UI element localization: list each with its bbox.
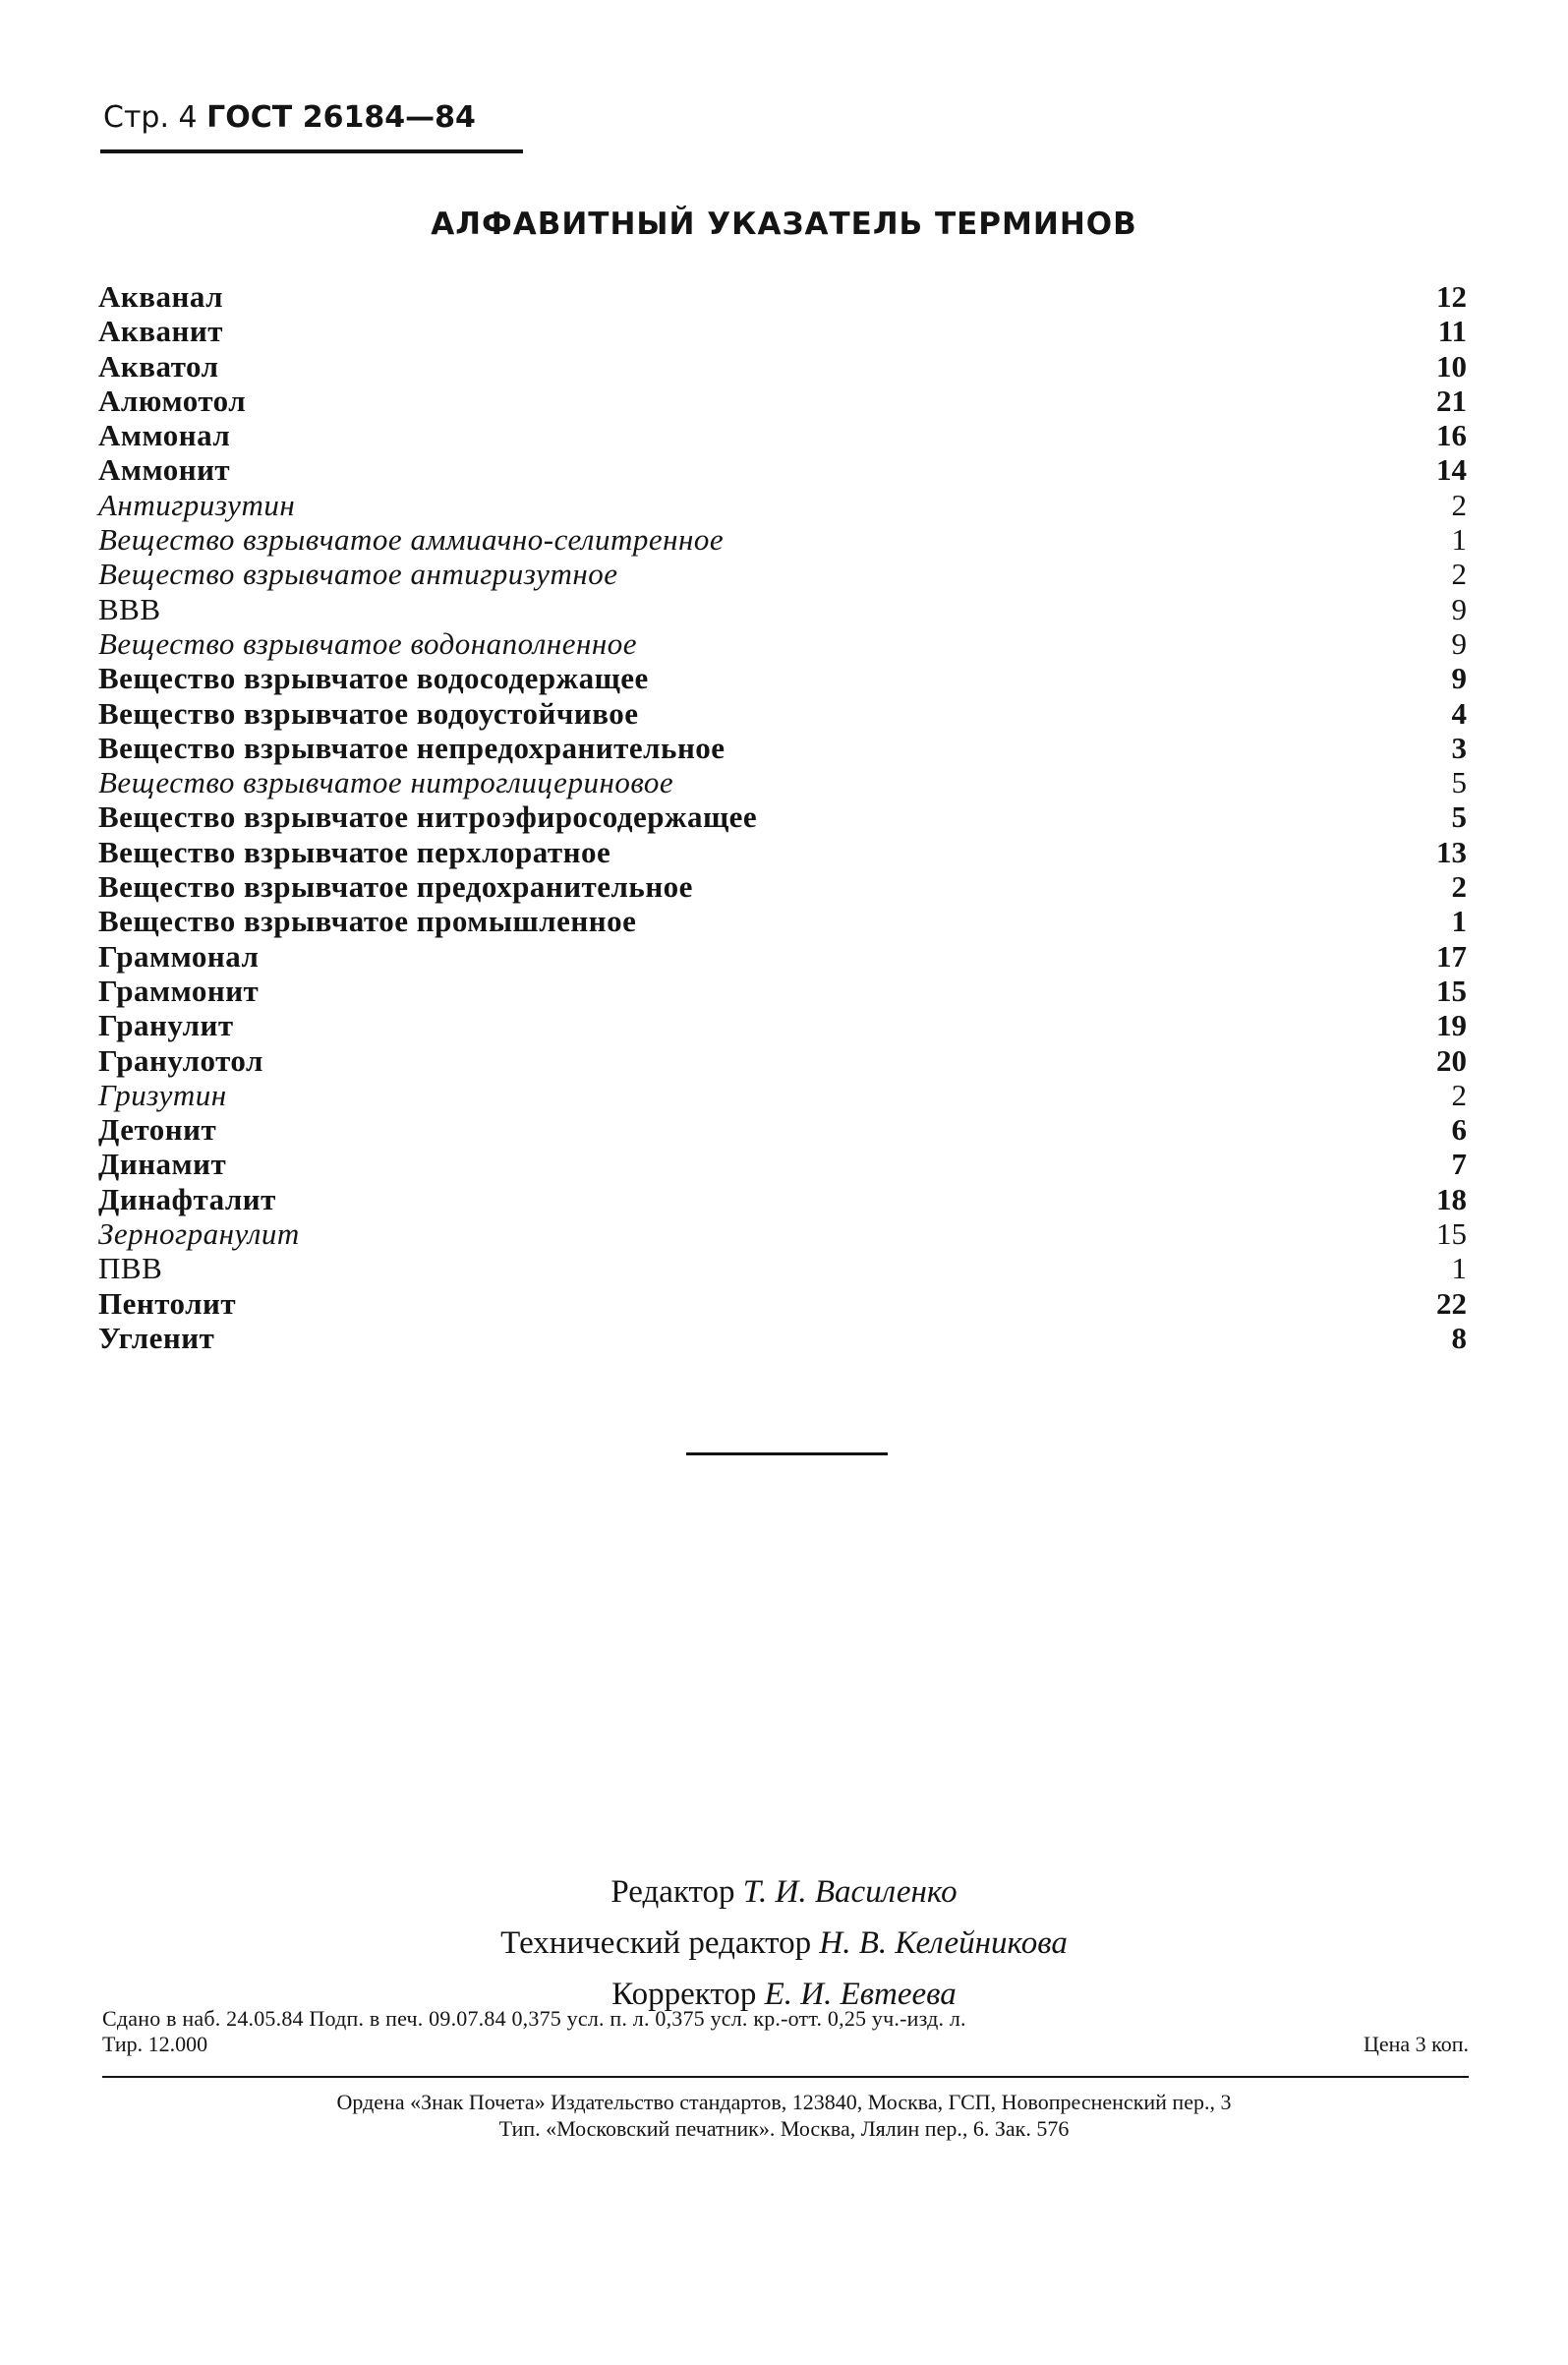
index-entry xyxy=(98,418,1467,452)
index-entry xyxy=(98,869,1467,904)
index-term-number: 19 xyxy=(1436,1008,1467,1043)
index-entry xyxy=(98,661,1467,695)
editor-line xyxy=(0,1866,1568,1918)
index-term: Вещество взрывчатое непредохранительное xyxy=(98,730,726,765)
index-entry xyxy=(98,1182,1467,1216)
index-term: Вещество взрывчатое антигризутное xyxy=(98,557,618,592)
index-term: Вещество взрывчатое водоустойчивое xyxy=(98,695,639,731)
index-term-number: 1 xyxy=(1451,904,1467,939)
index-entry xyxy=(98,1321,1467,1355)
index-entry xyxy=(98,349,1467,384)
index-entry xyxy=(98,1147,1467,1181)
index-title: АЛФАВИТНЫЙ УКАЗАТЕЛЬ ТЕРМИНОВ xyxy=(431,207,1137,242)
index-term: Акванит xyxy=(98,314,223,349)
index-entry xyxy=(98,314,1467,348)
index-term-number: 5 xyxy=(1451,799,1467,835)
index-term: Акванал xyxy=(98,279,224,314)
index-term: Антигризутин xyxy=(98,487,296,522)
index-term: Аммонит xyxy=(98,452,231,488)
index-entry xyxy=(98,835,1467,869)
index-term: Алюмотол xyxy=(98,383,247,418)
index-term-number: 16 xyxy=(1436,418,1467,453)
tech-editor-role: Технический редактор xyxy=(500,1925,812,1961)
index-term-number: 9 xyxy=(1451,661,1467,696)
standard-number: ГОСТ 26184—84 xyxy=(206,100,476,135)
index-term-number: 15 xyxy=(1436,973,1467,1008)
credits-block xyxy=(0,1866,1568,2020)
index-entry xyxy=(98,279,1467,314)
index-term-number: 1 xyxy=(1451,1251,1467,1286)
index-term: ВВВ xyxy=(98,591,161,626)
index-term-number: 2 xyxy=(1451,487,1467,522)
index-entry xyxy=(98,939,1467,974)
index-entry xyxy=(98,799,1467,834)
index-term-number: 14 xyxy=(1436,452,1467,488)
publisher-block xyxy=(0,2089,1568,2142)
index-term-number: 12 xyxy=(1436,279,1467,314)
index-term-number: 13 xyxy=(1436,834,1467,869)
index-term: Гризутин xyxy=(98,1077,227,1112)
index-entry xyxy=(98,1216,1467,1251)
index-entry xyxy=(98,1286,1467,1321)
index-term-number: 17 xyxy=(1436,938,1467,974)
index-term-number: 3 xyxy=(1451,730,1467,765)
imprint-block xyxy=(102,2006,1469,2057)
editor-role: Редактор xyxy=(610,1874,735,1910)
index-entry xyxy=(98,452,1467,487)
index-term: Динафталит xyxy=(98,1181,276,1216)
index-entry xyxy=(98,1078,1467,1112)
index-term-number: 11 xyxy=(1437,314,1467,349)
index-term-number: 7 xyxy=(1451,1147,1467,1182)
index-term-number: 1 xyxy=(1451,522,1467,558)
index-entry xyxy=(98,1043,1467,1078)
imprint-price: Цена 3 коп. xyxy=(1363,2032,1469,2056)
index-term: Вещество взрывчатое аммиачно-селитренное xyxy=(98,522,725,558)
publisher-line-1: Ордена «Знак Почета» Издательство стандартов, 123840, Москва, ГСП, Новопресненский пер., 3 xyxy=(336,2090,1232,2114)
index-entry xyxy=(98,384,1467,418)
index-term: Угленит xyxy=(98,1320,215,1355)
index-term-number: 8 xyxy=(1451,1320,1467,1355)
imprint-divider xyxy=(102,2076,1469,2078)
index-term: Вещество взрывчатое перхлоратное xyxy=(98,834,611,869)
index-term: Вещество взрывчатое нитроэфиросодержащее xyxy=(98,799,758,835)
index-entry xyxy=(98,522,1467,557)
index-term: Детонит xyxy=(98,1112,217,1148)
index-term: Гранулит xyxy=(98,1008,234,1043)
term-index xyxy=(98,279,1467,1355)
index-entry xyxy=(98,592,1467,626)
index-entry xyxy=(98,1008,1467,1042)
section-divider xyxy=(686,1452,888,1455)
index-entry xyxy=(98,904,1467,938)
index-term-number: 5 xyxy=(1451,765,1467,800)
index-term-number: 9 xyxy=(1451,625,1467,661)
index-term: Акватол xyxy=(98,348,219,384)
imprint-circulation-row xyxy=(102,2032,1469,2057)
index-term: Зерногранулит xyxy=(98,1216,300,1252)
index-term: Пентолит xyxy=(98,1285,237,1321)
index-term-number: 2 xyxy=(1451,869,1467,905)
index-term-number: 4 xyxy=(1451,695,1467,731)
index-entry xyxy=(98,557,1467,591)
index-term: Вещество взрывчатое нитроглицериновое xyxy=(98,765,674,800)
header-divider xyxy=(100,149,523,153)
page-number: Стр. 4 xyxy=(103,100,198,135)
index-term: Граммонит xyxy=(98,973,260,1008)
index-term-number: 9 xyxy=(1451,591,1467,626)
index-term: Динамит xyxy=(98,1147,227,1182)
index-entry xyxy=(98,696,1467,731)
index-entry xyxy=(98,974,1467,1008)
tech-editor-name: Н. В. Келейникова xyxy=(819,1925,1068,1961)
index-term: Вещество взрывчатое предохранительное xyxy=(98,869,693,905)
index-term: Вещество взрывчатое водосодержащее xyxy=(98,661,649,696)
index-term-number: 15 xyxy=(1436,1216,1467,1252)
index-term-number: 10 xyxy=(1436,348,1467,384)
publisher-line-2: Тип. «Московский печатник». Москва, Лялин пер., 6. Зак. 576 xyxy=(498,2116,1070,2141)
index-term-number: 20 xyxy=(1436,1042,1467,1078)
imprint-print-data: Сдано в наб. 24.05.84 Подп. в печ. 09.07.84 0,375 усл. п. л. 0,375 усл. кр.-отт. 0,25 уч.-изд. л. xyxy=(102,2006,966,2031)
index-term: ПВВ xyxy=(98,1251,163,1286)
index-term: Граммонал xyxy=(98,938,260,974)
imprint-circulation: Тир. 12.000 xyxy=(102,2032,208,2056)
index-entry xyxy=(98,765,1467,799)
index-entry xyxy=(98,1112,1467,1147)
editor-name: Т. И. Василенко xyxy=(742,1874,958,1910)
index-term-number: 2 xyxy=(1451,1077,1467,1112)
proofreader-role: Корректор xyxy=(611,1977,757,2012)
index-term-number: 18 xyxy=(1436,1181,1467,1216)
index-term: Гранулотол xyxy=(98,1042,263,1078)
proofreader-name: Е. И. Евтеева xyxy=(764,1977,957,2012)
index-entry xyxy=(98,626,1467,661)
index-entry xyxy=(98,731,1467,765)
index-term-number: 2 xyxy=(1451,557,1467,592)
index-entry xyxy=(98,1251,1467,1285)
index-term: Вещество взрывчатое водонаполненное xyxy=(98,625,638,661)
index-term-number: 6 xyxy=(1451,1112,1467,1148)
index-term: Аммонал xyxy=(98,418,231,453)
index-term-number: 21 xyxy=(1436,383,1467,418)
index-entry xyxy=(98,488,1467,522)
index-term: Вещество взрывчатое промышленное xyxy=(98,904,637,939)
index-term-number: 22 xyxy=(1436,1285,1467,1321)
tech-editor-line xyxy=(0,1918,1568,1969)
page-header xyxy=(103,100,476,135)
